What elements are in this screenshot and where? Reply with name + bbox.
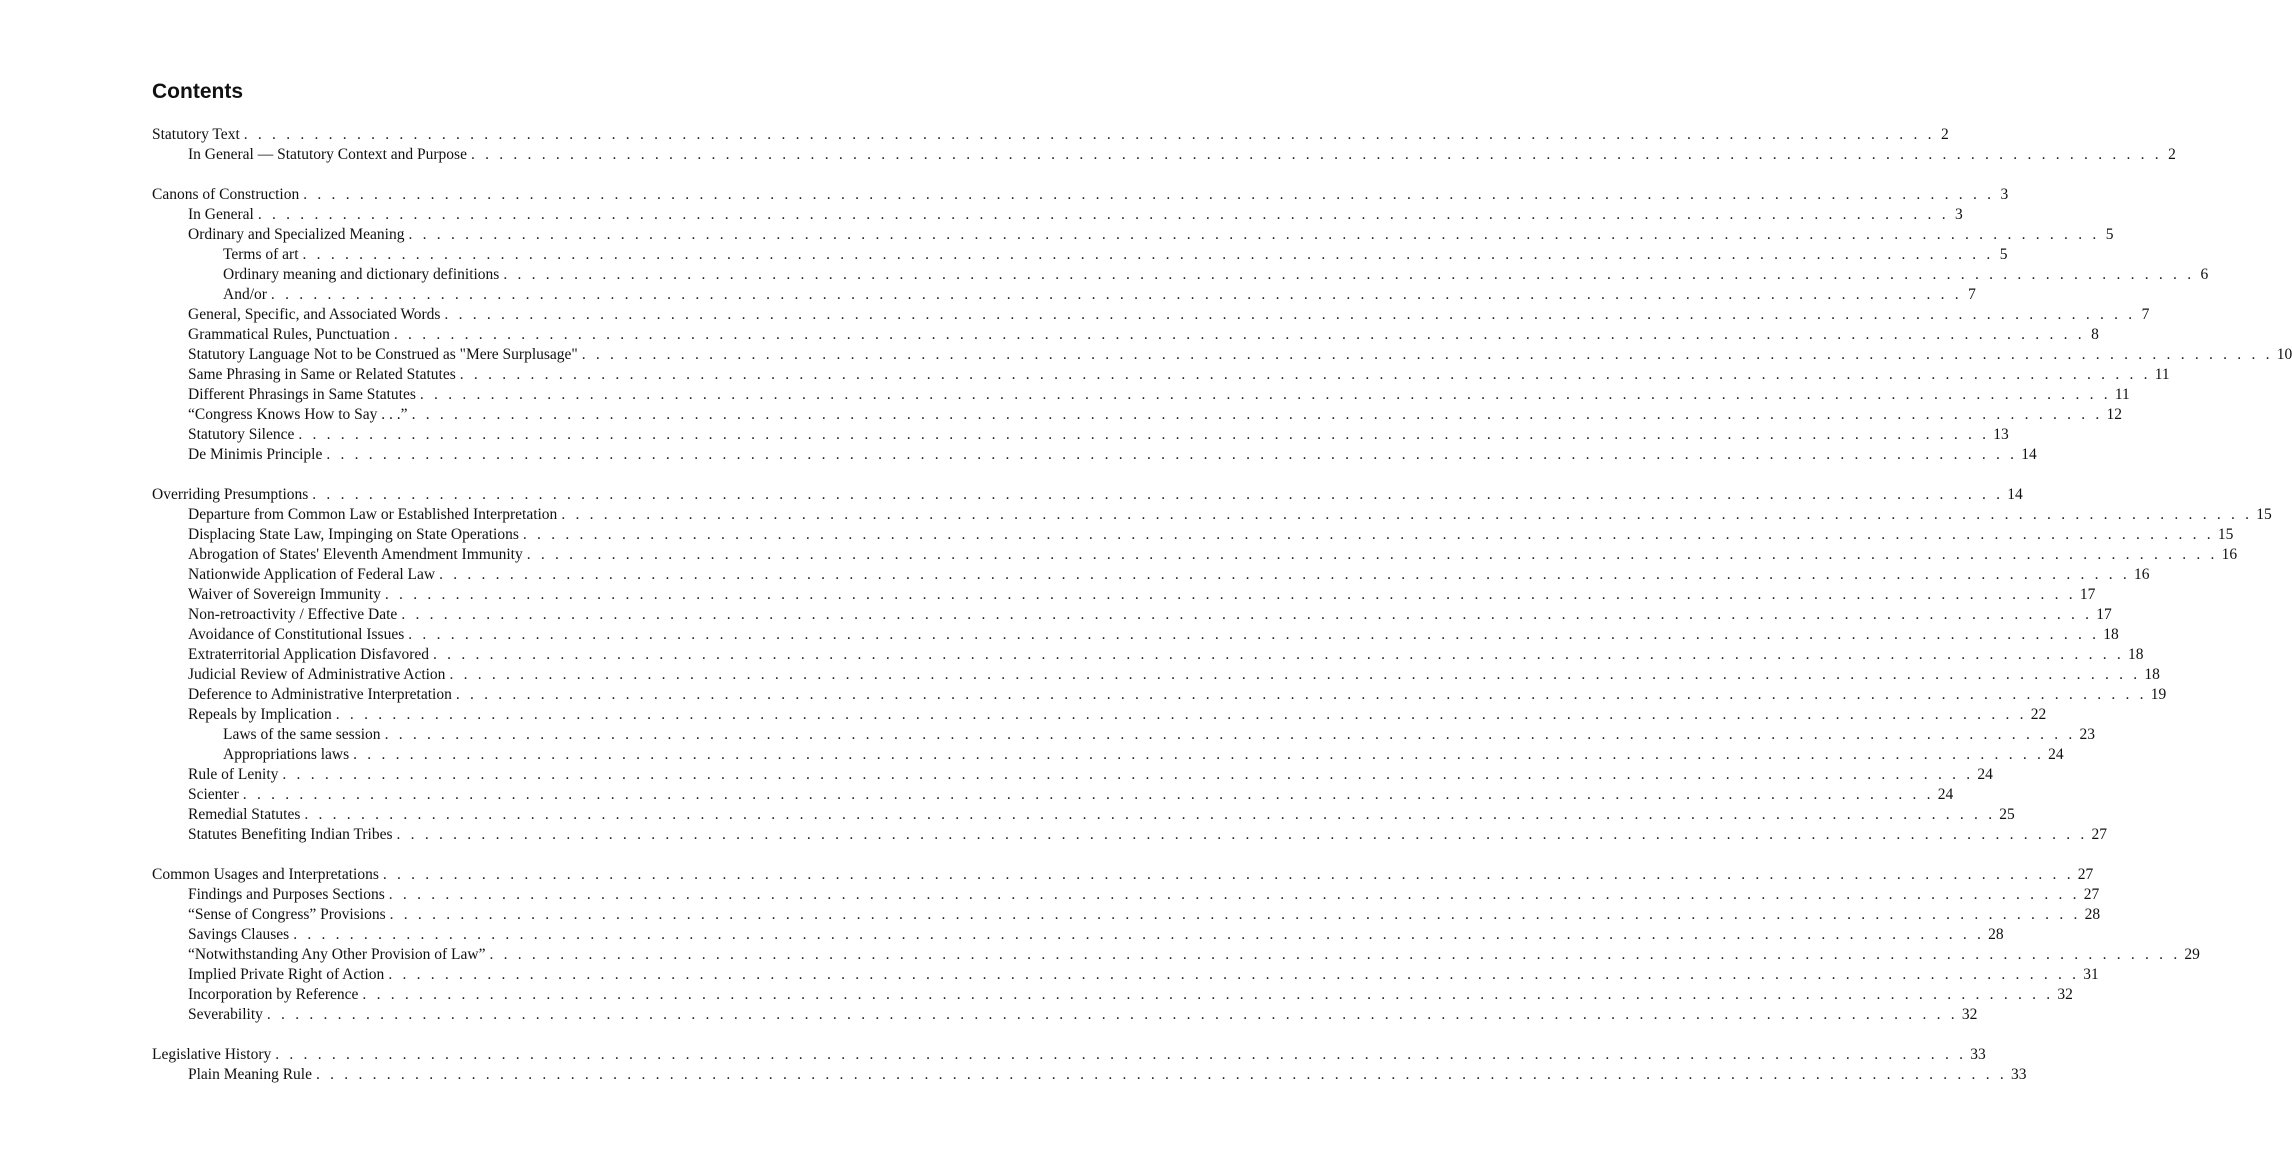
toc-entry-page-number: 24 <box>1937 786 1954 803</box>
dot-leader: . . . . . . . . . . . . . . . . . . . . . . . . . . . . . . . . . . . . . . . . . . . . . . . . . . . . . . . . . . . . . . . . . . . . . . . . . . . . . . . . . . . . . . . . . . . . . . . . . . . . . . . . . . . . . . . . . . . . . . . . <box>316 1066 2007 1083</box>
toc-entry[interactable] <box>152 945 2200 965</box>
toc-entry-page-number: 13 <box>1993 426 2009 443</box>
toc-entry-page-number: 16 <box>2134 566 2150 583</box>
dot-leader: . . . . . . . . . . . . . . . . . . . . . . . . . . . . . . . . . . . . . . . . . . . . . . . . . . . . . . . . . . . . . . . . . . . . . . . . . . . . . . . . . . . . . . . . . . . . . . . . . . . . . . . . . . . . . . . . . . . . . . . . <box>459 366 2151 383</box>
toc-entry-title: Statutory Language Not to be Construed as "Mere Surplusage" <box>188 346 578 363</box>
toc-entry[interactable] <box>152 685 2167 705</box>
toc-entry-title: Findings and Purposes Sections <box>188 886 385 903</box>
toc-entry[interactable] <box>152 1065 2027 1085</box>
toc-entry-page-number: 24 <box>2048 746 2064 763</box>
toc-entry-title: Incorporation by Reference <box>188 986 359 1003</box>
dot-leader: . . . . . . . . . . . . . . . . . . . . . . . . . . . . . . . . . . . . . . . . . . . . . . . . . . . . . . . . . . . . . . . . . . . . . . . . . . . . . . . . . . . . . . . . . . . . . . . . . . . . . . . . . . . . . . . . . . . . . . . . <box>304 806 1996 823</box>
toc-entry[interactable] <box>152 1005 1978 1025</box>
toc-entry-page-number: 6 <box>2200 266 2209 283</box>
toc-entry-title: Savings Clauses <box>188 926 290 943</box>
dot-leader: . . . . . . . . . . . . . . . . . . . . . . . . . . . . . . . . . . . . . . . . . . . . . . . . . . . . . . . . . . . . . . . . . . . . . . . . . . . . . . . . . . . . . . . . . . . . . . . . . . . . . . . . . . . . . . . . . . . . . . . . <box>444 306 2136 323</box>
dot-leader: . . . . . . . . . . . . . . . . . . . . . . . . . . . . . . . . . . . . . . . . . . . . . . . . . . . . . . . . . . . . . . . . . . . . . . . . . . . . . . . . . . . . . . . . . . . . . . . . . . . . . . . . . . . . . . . . . . . . . . . . <box>384 726 2076 743</box>
toc-entry-page-number: 17 <box>2079 586 2096 603</box>
toc-entry-page-number: 15 <box>2217 526 2234 543</box>
dot-leader: . . . . . . . . . . . . . . . . . . . . . . . . . . . . . . . . . . . . . . . . . . . . . . . . . . . . . . . . . . . . . . . . . . . . . . . . . . . . . . . . . . . . . . . . . . . . . . . . . . . . . . . . . . . . . . . . . . . . . . . . <box>266 1006 1958 1023</box>
dot-leader: . . . . . . . . . . . . . . . . . . . . . . . . . . . . . . . . . . . . . . . . . . . . . . . . . . . . . . . . . . . . . . . . . . . . . . . . . . . . . . . . . . . . . . . . . . . . . . . . . . . . . . . . . . . . . . . . . . . . . . . . <box>393 326 2085 343</box>
dot-leader: . . . . . . . . . . . . . . . . . . . . . . . . . . . . . . . . . . . . . . . . . . . . . . . . . . . . . . . . . . . . . . . . . . . . . . . . . . . . . . . . . . . . . . . . . . . . . . . . . . . . . . . . . . . . . . . . . . . . . . . . <box>298 426 1990 443</box>
toc-entry-title: Plain Meaning Rule <box>188 1066 312 1083</box>
toc-entry[interactable] <box>152 565 2150 585</box>
dot-leader: . . . . . . . . . . . . . . . . . . . . . . . . . . . . . . . . . . . . . . . . . . . . . . . . . . . . . . . . . . . . . . . . . . . . . . . . . . . . . . . . . . . . . . . . . . . . . . . . . . . . . . . . . . . . . . . . . . . . . . . . <box>470 146 2162 163</box>
toc-entry-page-number: 16 <box>2221 546 2238 563</box>
toc-entry-title: Repeals by Implication <box>188 706 332 723</box>
toc-entry[interactable] <box>152 745 2064 765</box>
toc-entry[interactable] <box>152 285 1976 305</box>
dot-leader: . . . . . . . . . . . . . . . . . . . . . . . . . . . . . . . . . . . . . . . . . . . . . . . . . . . . . . . . . . . . . . . . . . . . . . . . . . . . . . . . . . . . . . . . . . . . . . . . . . . . . . . . . . . . . . . . . . . . . . . . <box>335 706 2027 723</box>
toc-entry-title: Canons of Construction <box>152 186 300 203</box>
toc-entry-page-number: 27 <box>2077 866 2094 883</box>
dot-leader: . . . . . . . . . . . . . . . . . . . . . . . . . . . . . . . . . . . . . . . . . . . . . . . . . . . . . . . . . . . . . . . . . . . . . . . . . . . . . . . . . . . . . . . . . . . . . . . . . . . . . . . . . . . . . . . . . . . . . . . . <box>270 286 1962 303</box>
toc-entry[interactable] <box>152 885 2100 905</box>
toc-entry-page-number: 18 <box>2144 666 2160 683</box>
toc-entry-page-number: 3 <box>1955 206 1963 223</box>
toc-entry-page-number: 8 <box>2091 326 2099 343</box>
toc-entry-title: Deference to Administrative Interpretation <box>188 686 452 703</box>
toc-entry-page-number: 22 <box>2030 706 2047 723</box>
toc-entry-page-number: 33 <box>1970 1046 1986 1063</box>
dot-leader: . . . . . . . . . . . . . . . . . . . . . . . . . . . . . . . . . . . . . . . . . . . . . . . . . . . . . . . . . . . . . . . . . . . . . . . . . . . . . . . . . . . . . . . . . . . . . . . . . . . . . . . . . . . . . . . . . . . . . . . . <box>388 966 2080 983</box>
toc-entry-page-number: 24 <box>1977 766 1993 783</box>
dot-leader: . . . . . . . . . . . . . . . . . . . . . . . . . . . . . . . . . . . . . . . . . . . . . . . . . . . . . . . . . . . . . . . . . . . . . . . . . . . . . . . . . . . . . . . . . . . . . . . . . . . . . . . . . . . . . . . . . . . . . . . . <box>408 226 2100 243</box>
toc-entry-page-number: 28 <box>2084 906 2101 923</box>
toc-entry-page-number: 12 <box>2106 406 2123 423</box>
toc-entry-page-number: 23 <box>2079 726 2095 743</box>
toc-entry[interactable] <box>152 905 2101 925</box>
toc-entry[interactable] <box>152 585 2096 605</box>
toc-entry-page-number: 5 <box>2105 226 2114 243</box>
dot-leader: . . . . . . . . . . . . . . . . . . . . . . . . . . . . . . . . . . . . . . . . . . . . . . . . . . . . . . . . . . . . . . . . . . . . . . . . . . . . . . . . . . . . . . . . . . . . . . . . . . . . . . . . . . . . . . . . . . . . . . . . <box>526 546 2218 563</box>
toc-entry-title: Legislative History <box>152 1046 272 1063</box>
toc-entry[interactable] <box>152 705 2047 725</box>
toc-entry-title: Avoidance of Constitutional Issues <box>188 626 405 643</box>
dot-leader: . . . . . . . . . . . . . . . . . . . . . . . . . . . . . . . . . . . . . . . . . . . . . . . . . . . . . . . . . . . . . . . . . . . . . . . . . . . . . . . . . . . . . . . . . . . . . . . . . . . . . . . . . . . . . . . . . . . . . . . . <box>522 526 2214 543</box>
toc-entry-page-number: 31 <box>2083 966 2099 983</box>
toc-entry-title: Abrogation of States' Eleventh Amendment Immunity <box>188 546 523 563</box>
toc-entry-title: Common Usages and Interpretations <box>152 866 379 883</box>
toc-entry[interactable] <box>152 965 2099 985</box>
dot-leader: . . . . . . . . . . . . . . . . . . . . . . . . . . . . . . . . . . . . . . . . . . . . . . . . . . . . . . . . . . . . . . . . . . . . . . . . . . . . . . . . . . . . . . . . . . . . . . . . . . . . . . . . . . . . . . . . . . . . . . . . <box>353 746 2045 763</box>
toc-entry-title: Terms of art <box>223 246 299 263</box>
toc-entry-title: Non-retroactivity / Effective Date <box>188 606 398 623</box>
toc-entry-page-number: 2 <box>2168 146 2176 163</box>
dot-leader: . . . . . . . . . . . . . . . . . . . . . . . . . . . . . . . . . . . . . . . . . . . . . . . . . . . . . . . . . . . . . . . . . . . . . . . . . . . . . . . . . . . . . . . . . . . . . . . . . . . . . . . . . . . . . . . . . . . . . . . . <box>433 646 2124 663</box>
toc-entry[interactable] <box>152 225 2114 245</box>
toc-entry[interactable] <box>152 985 2073 1005</box>
toc-entry[interactable] <box>152 365 2170 385</box>
toc-entry-page-number: 3 <box>2000 186 2009 203</box>
dot-leader: . . . . . . . . . . . . . . . . . . . . . . . . . . . . . . . . . . . . . . . . . . . . . . . . . . . . . . . . . . . . . . . . . . . . . . . . . . . . . . . . . . . . . . . . . . . . . . . . . . . . . . . . . . . . . . . . . . . . . . . . <box>449 666 2141 683</box>
toc-entry[interactable] <box>152 305 2150 325</box>
dot-leader: . . . . . . . . . . . . . . . . . . . . . . . . . . . . . . . . . . . . . . . . . . . . . . . . . . . . . . . . . . . . . . . . . . . . . . . . . . . . . . . . . . . . . . . . . . . . . . . . . . . . . . . . . . . . . . . . . . . . . . . . <box>302 246 1994 263</box>
dot-leader: . . . . . . . . . . . . . . . . . . . . . . . . . . . . . . . . . . . . . . . . . . . . . . . . . . . . . . . . . . . . . . . . . . . . . . . . . . . . . . . . . . . . . . . . . . . . . . . . . . . . . . . . . . . . . . . . . . . . . . . . <box>389 906 2081 923</box>
toc-entry-title: “Notwithstanding Any Other Provision of Law” <box>188 946 486 963</box>
dot-leader: . . . . . . . . . . . . . . . . . . . . . . . . . . . . . . . . . . . . . . . . . . . . . . . . . . . . . . . . . . . . . . . . . . . . . . . . . . . . . . . . . . . . . . . . . . . . . . . . . . . . . . . . . . . . . . . . . . . . . . . . <box>408 626 2100 643</box>
dot-leader: . . . . . . . . . . . . . . . . . . . . . . . . . . . . . . . . . . . . . . . . . . . . . . . . . . . . . . . . . . . . . . . . . . . . . . . . . . . . . . . . . . . . . . . . . . . . . . . . . . . . . . . . . . . . . . . . . . . . . . . . <box>396 826 2088 843</box>
toc-entry[interactable] <box>152 125 1949 145</box>
toc-entry[interactable] <box>152 725 2095 745</box>
toc-entry-title: Judicial Review of Administrative Action <box>188 666 446 683</box>
dot-leader: . . . . . . . . . . . . . . . . . . . . . . . . . . . . . . . . . . . . . . . . . . . . . . . . . . . . . . . . . . . . . . . . . . . . . . . . . . . . . . . . . . . . . . . . . . . . . . . . . . . . . . . . . . . . . . . . . . . . . . . . <box>401 606 2093 623</box>
toc-entry-title: In General — Statutory Context and Purpose <box>188 146 467 163</box>
toc-entry-page-number: 28 <box>1988 926 2004 943</box>
dot-leader: . . . . . . . . . . . . . . . . . . . . . . . . . . . . . . . . . . . . . . . . . . . . . . . . . . . . . . . . . . . . . . . . . . . . . . . . . . . . . . . . . . . . . . . . . . . . . . . . . . . . . . . . . . . . . . . . . . . . . . . . <box>382 866 2074 883</box>
toc-entry-title: Overriding Presumptions <box>152 486 309 503</box>
toc-entry-page-number: 27 <box>2083 886 2100 903</box>
toc-entry-title: Ordinary and Specialized Meaning <box>188 226 405 243</box>
toc-entry-page-number: 32 <box>2057 986 2073 1003</box>
toc-entry-page-number: 15 <box>2256 506 2272 523</box>
toc-entry[interactable] <box>152 505 2272 525</box>
toc-entry[interactable] <box>152 405 2123 425</box>
dot-leader: . . . . . . . . . . . . . . . . . . . . . . . . . . . . . . . . . . . . . . . . . . . . . . . . . . . . . . . . . . . . . . . . . . . . . . . . . . . . . . . . . . . . . . . . . . . . . . . . . . . . . . . . . . . . . . . . . . . . . . . . <box>439 566 2131 583</box>
toc-entry[interactable] <box>152 185 2009 205</box>
toc-entry-title: Waiver of Sovereign Immunity <box>188 586 381 603</box>
toc-entry-page-number: 32 <box>1961 1006 1978 1023</box>
dot-leader: . . . . . . . . . . . . . . . . . . . . . . . . . . . . . . . . . . . . . . . . . . . . . . . . . . . . . . . . . . . . . . . . . . . . . . . . . . . . . . . . . . . . . . . . . . . . . . . . . . . . . . . . . . . . . . . . . . . . . . . . <box>275 1046 1967 1063</box>
toc-entry-title: Extraterritorial Application Disfavored <box>188 646 430 663</box>
toc-entry[interactable] <box>152 425 2009 445</box>
toc-entry-title: General, Specific, and Associated Words <box>188 306 441 323</box>
toc-entry[interactable] <box>152 325 2099 345</box>
dot-leader: . . . . . . . . . . . . . . . . . . . . . . . . . . . . . . . . . . . . . . . . . . . . . . . . . . . . . . . . . . . . . . . . . . . . . . . . . . . . . . . . . . . . . . . . . . . . . . . . . . . . . . . . . . . . . . . . . . . . . . . . <box>293 926 1985 943</box>
toc-entry[interactable] <box>152 205 1963 225</box>
dot-leader: . . . . . . . . . . . . . . . . . . . . . . . . . . . . . . . . . . . . . . . . . . . . . . . . . . . . . . . . . . . . . . . . . . . . . . . . . . . . . . . . . . . . . . . . . . . . . . . . . . . . . . . . . . . . . . . . . . . . . . . . <box>411 406 2103 423</box>
contents-heading: Contents <box>152 80 243 103</box>
toc-entry-page-number: 5 <box>1999 246 2008 263</box>
toc-entry[interactable] <box>152 665 2160 685</box>
toc-entry[interactable] <box>152 805 2015 825</box>
toc-entry[interactable] <box>152 445 2037 465</box>
dot-leader: . . . . . . . . . . . . . . . . . . . . . . . . . . . . . . . . . . . . . . . . . . . . . . . . . . . . . . . . . . . . . . . . . . . . . . . . . . . . . . . . . . . . . . . . . . . . . . . . . . . . . . . . . . . . . . . . . . . . . . . . <box>362 986 2054 1003</box>
toc-entry[interactable] <box>152 385 2130 405</box>
toc-entry-page-number: 25 <box>1999 806 2015 823</box>
toc-entry-page-number: 29 <box>2184 946 2200 963</box>
toc-entry-title: Statutes Benefiting Indian Tribes <box>188 826 393 843</box>
toc-entry[interactable] <box>152 1045 1986 1065</box>
toc-entry-title: Displacing State Law, Impinging on State Operations <box>188 526 519 543</box>
dot-leader: . . . . . . . . . . . . . . . . . . . . . . . . . . . . . . . . . . . . . . . . . . . . . . . . . . . . . . . . . . . . . . . . . . . . . . . . . . . . . . . . . . . . . . . . . . . . . . . . . . . . . . . . . . . . . . . . . . . . . . . . <box>384 586 2076 603</box>
dot-leader: . . . . . . . . . . . . . . . . . . . . . . . . . . . . . . . . . . . . . . . . . . . . . . . . . . . . . . . . . . . . . . . . . . . . . . . . . . . . . . . . . . . . . . . . . . . . . . . . . . . . . . . . . . . . . . . . . . . . . . . . <box>419 386 2111 403</box>
dot-leader: . . . . . . . . . . . . . . . . . . . . . . . . . . . . . . . . . . . . . . . . . . . . . . . . . . . . . . . . . . . . . . . . . . . . . . . . . . . . . . . . . . . . . . . . . . . . . . . . . . . . . . . . . . . . . . . . . . . . . . . . <box>503 266 2195 283</box>
toc-entry-title: Rule of Lenity <box>188 766 279 783</box>
toc-entry-page-number: 14 <box>2021 446 2037 463</box>
toc-entry[interactable] <box>152 265 2209 285</box>
dot-leader: . . . . . . . . . . . . . . . . . . . . . . . . . . . . . . . . . . . . . . . . . . . . . . . . . . . . . . . . . . . . . . . . . . . . . . . . . . . . . . . . . . . . . . . . . . . . . . . . . . . . . . . . . . . . . . . . . . . . . . . . <box>312 486 2004 503</box>
toc-entry-title: Nationwide Application of Federal Law <box>188 566 436 583</box>
dot-leader: . . . . . . . . . . . . . . . . . . . . . . . . . . . . . . . . . . . . . . . . . . . . . . . . . . . . . . . . . . . . . . . . . . . . . . . . . . . . . . . . . . . . . . . . . . . . . . . . . . . . . . . . . . . . . . . . . . . . . . . . <box>388 886 2080 903</box>
toc-entry[interactable] <box>152 525 2234 545</box>
table-of-contents <box>152 125 2292 1085</box>
toc-entry-title: Grammatical Rules, Punctuation <box>188 326 390 343</box>
toc-entry-page-number: 11 <box>2114 386 2130 403</box>
toc-entry-title: Statutory Text <box>152 126 240 143</box>
dot-leader: . . . . . . . . . . . . . . . . . . . . . . . . . . . . . . . . . . . . . . . . . . . . . . . . . . . . . . . . . . . . . . . . . . . . . . . . . . . . . . . . . . . . . . . . . . . . . . . . . . . . . . . . . . . . . . . . . . . . . . . . <box>455 686 2147 703</box>
toc-entry-title: “Sense of Congress” Provisions <box>188 906 386 923</box>
dot-leader: . . . . . . . . . . . . . . . . . . . . . . . . . . . . . . . . . . . . . . . . . . . . . . . . . . . . . . . . . . . . . . . . . . . . . . . . . . . . . . . . . . . . . . . . . . . . . . . . . . . . . . . . . . . . . . . . . . . . . . . . <box>242 786 1934 803</box>
dot-leader: . . . . . . . . . . . . . . . . . . . . . . . . . . . . . . . . . . . . . . . . . . . . . . . . . . . . . . . . . . . . . . . . . . . . . . . . . . . . . . . . . . . . . . . . . . . . . . . . . . . . . . . . . . . . . . . . . . . . . . . . <box>561 506 2253 523</box>
toc-entry-title: Appropriations laws <box>223 746 350 763</box>
toc-entry-title: Severability <box>188 1006 263 1023</box>
toc-entry-title: In General <box>188 206 254 223</box>
dot-leader: . . . . . . . . . . . . . . . . . . . . . . . . . . . . . . . . . . . . . . . . . . . . . . . . . . . . . . . . . . . . . . . . . . . . . . . . . . . . . . . . . . . . . . . . . . . . . . . . . . . . . . . . . . . . . . . . . . . . . . . . <box>282 766 1974 783</box>
toc-entry[interactable] <box>152 825 2107 845</box>
toc-entry-page-number: 10 <box>2276 346 2292 363</box>
toc-entry-title: De Minimis Principle <box>188 446 323 463</box>
toc-entry-title: Same Phrasing in Same or Related Statutes <box>188 366 456 383</box>
toc-entry-page-number: 14 <box>2007 486 2023 503</box>
dot-leader: . . . . . . . . . . . . . . . . . . . . . . . . . . . . . . . . . . . . . . . . . . . . . . . . . . . . . . . . . . . . . . . . . . . . . . . . . . . . . . . . . . . . . . . . . . . . . . . . . . . . . . . . . . . . . . . . . . . . . . . . <box>581 346 2273 363</box>
dot-leader: . . . . . . . . . . . . . . . . . . . . . . . . . . . . . . . . . . . . . . . . . . . . . . . . . . . . . . . . . . . . . . . . . . . . . . . . . . . . . . . . . . . . . . . . . . . . . . . . . . . . . . . . . . . . . . . . . . . . . . . . <box>243 126 1935 143</box>
toc-entry[interactable] <box>152 785 1954 805</box>
toc-entry[interactable] <box>152 925 2004 945</box>
toc-entry[interactable] <box>152 625 2119 645</box>
dot-leader: . . . . . . . . . . . . . . . . . . . . . . . . . . . . . . . . . . . . . . . . . . . . . . . . . . . . . . . . . . . . . . . . . . . . . . . . . . . . . . . . . . . . . . . . . . . . . . . . . . . . . . . . . . . . . . . . . . . . . . . . <box>489 946 2181 963</box>
toc-entry[interactable] <box>152 485 2023 505</box>
toc-entry-title: Remedial Statutes <box>188 806 301 823</box>
toc-entry-title: Implied Private Right of Action <box>188 966 385 983</box>
toc-entry-page-number: 19 <box>2150 686 2167 703</box>
toc-entry-title: And/or <box>223 286 267 303</box>
toc-entry-title: Scienter <box>188 786 239 803</box>
toc-entry[interactable] <box>152 865 2094 885</box>
dot-leader: . . . . . . . . . . . . . . . . . . . . . . . . . . . . . . . . . . . . . . . . . . . . . . . . . . . . . . . . . . . . . . . . . . . . . . . . . . . . . . . . . . . . . . . . . . . . . . . . . . . . . . . . . . . . . . . . . . . . . . . . <box>326 446 2018 463</box>
toc-entry[interactable] <box>152 605 2112 625</box>
toc-entry-page-number: 18 <box>2103 626 2119 643</box>
dot-leader: . . . . . . . . . . . . . . . . . . . . . . . . . . . . . . . . . . . . . . . . . . . . . . . . . . . . . . . . . . . . . . . . . . . . . . . . . . . . . . . . . . . . . . . . . . . . . . . . . . . . . . . . . . . . . . . . . . . . . . . . <box>257 206 1949 223</box>
toc-entry-page-number: 11 <box>2154 366 2170 383</box>
toc-entry-title: Statutory Silence <box>188 426 295 443</box>
toc-entry-title: Ordinary meaning and dictionary definitions <box>223 266 500 283</box>
toc-entry[interactable] <box>152 245 2008 265</box>
toc-entry[interactable] <box>152 345 2292 365</box>
toc-entry[interactable] <box>152 145 2176 165</box>
toc-entry[interactable] <box>152 765 1993 785</box>
toc-entry-page-number: 18 <box>2127 646 2144 663</box>
toc-entry-page-number: 17 <box>2096 606 2112 623</box>
toc-entry[interactable] <box>152 645 2144 665</box>
toc-entry-title: “Congress Knows How to Say . . .” <box>188 406 408 423</box>
toc-entry-title: Laws of the same session <box>223 726 381 743</box>
toc-entry-page-number: 27 <box>2091 826 2107 843</box>
toc-entry-page-number: 2 <box>1940 126 1949 143</box>
toc-entry-page-number: 33 <box>2010 1066 2027 1083</box>
toc-entry[interactable] <box>152 545 2238 565</box>
toc-entry-page-number: 7 <box>2141 306 2150 323</box>
dot-leader: . . . . . . . . . . . . . . . . . . . . . . . . . . . . . . . . . . . . . . . . . . . . . . . . . . . . . . . . . . . . . . . . . . . . . . . . . . . . . . . . . . . . . . . . . . . . . . . . . . . . . . . . . . . . . . . . . . . . . . . . <box>303 186 1995 203</box>
toc-entry-title: Departure from Common Law or Established Interpretation <box>188 506 558 523</box>
toc-entry-title: Different Phrasings in Same Statutes <box>188 386 416 403</box>
toc-entry-page-number: 7 <box>1968 286 1976 303</box>
